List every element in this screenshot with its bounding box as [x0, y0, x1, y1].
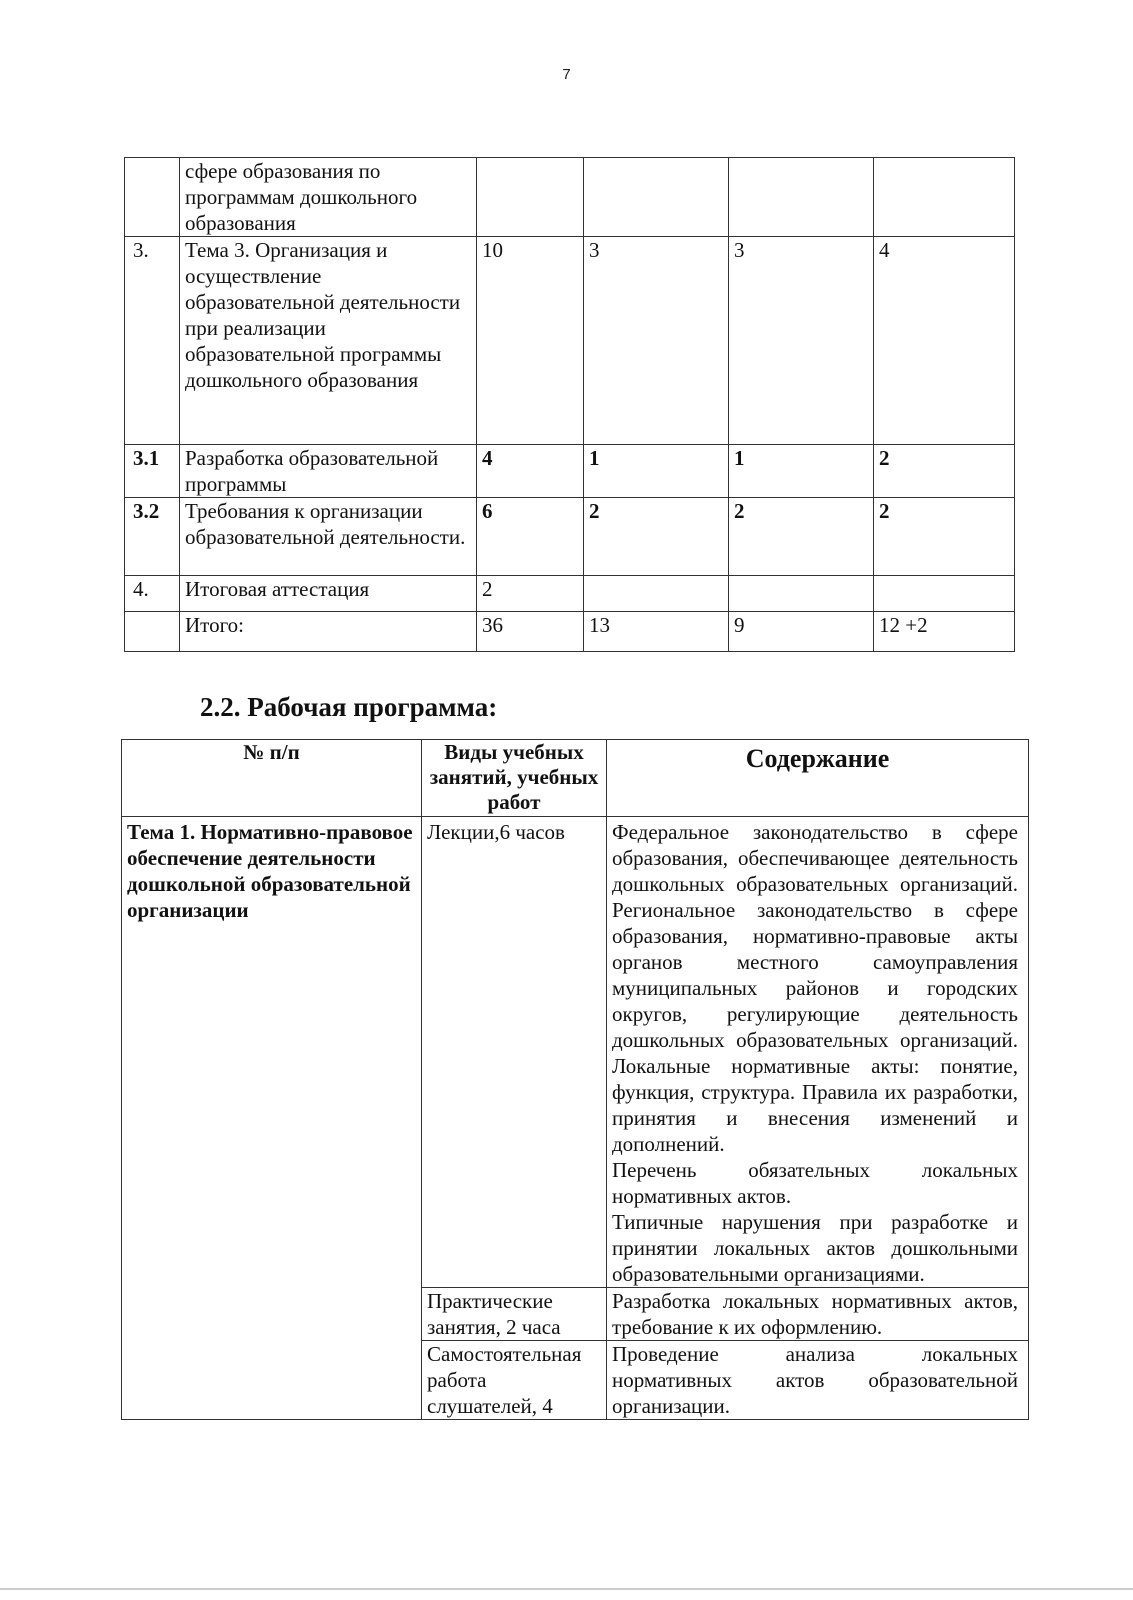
row-number: [125, 158, 180, 237]
row-name: Итого:: [180, 612, 477, 652]
activity-type: Самостоятельная работа слушателей, 4: [422, 1341, 607, 1420]
practice-hours: 3: [729, 237, 874, 445]
lecture-hours: 2: [584, 498, 729, 576]
total-hours: [477, 158, 584, 237]
scan-edge-line: [0, 1588, 1133, 1590]
row-number: 3.1: [125, 445, 180, 498]
lecture-hours: 3: [584, 237, 729, 445]
row-number: 4.: [125, 576, 180, 612]
row-name: сфере образования по программам дошкольного образования: [180, 158, 477, 237]
activity-content: [607, 1341, 1029, 1420]
column-header-activity-types: Виды учебных занятий, учебных работ: [422, 740, 607, 817]
row-name: Требования к организации образовательной деятельности.: [180, 498, 477, 576]
content-paragraph: Перечень обязательных локальных нормативных актов.: [612, 1158, 1018, 1208]
self-study-hours: 2: [874, 445, 1015, 498]
topic-title: Тема 1. Нормативно-правовое обеспечение деятельности дошкольной образовательной организации: [122, 817, 422, 1420]
total-hours: 4: [477, 445, 584, 498]
activity-content: [607, 817, 1029, 1288]
page-number: 7: [562, 66, 571, 83]
total-hours: 6: [477, 498, 584, 576]
table-row: [125, 158, 1015, 237]
activity-type: Практические занятия, 2 часа: [422, 1288, 607, 1341]
self-study-hours: [874, 158, 1015, 237]
content-paragraph: Разработка локальных нормативных актов, требование к их оформлению.: [612, 1289, 1018, 1339]
content-paragraph: Федеральное законодательство в сфере образования, обеспечивающее деятельность дошкольных образовательных организаций. Региональное законодательство в сфере образования, нормативно-правовые акты органов местного самоуправления муниципальных районов и городских округов, регулирующие деятельность дошкольных образовательных организаций. Локальные нормативные акты: понятие, функция, структура. Правила их разработки, принятия и внесения изменений и дополнений.: [612, 820, 1018, 1156]
section-title: 2.2. Рабочая программа:: [200, 692, 498, 722]
table-row: [125, 498, 1015, 576]
activity-type: Лекции,6 часов: [422, 817, 607, 1288]
practice-hours: 9: [729, 612, 874, 652]
content-paragraph: Типичные нарушения при разработке и принятии локальных актов дошкольными образовательными организациями.: [612, 1210, 1018, 1286]
total-hours: 36: [477, 612, 584, 652]
total-hours: 10: [477, 237, 584, 445]
content-paragraph: Проведение анализа локальных нормативных актов образовательной организации.: [612, 1342, 1018, 1418]
practice-hours: [729, 158, 874, 237]
table-row: [122, 817, 1029, 1288]
lecture-hours: [584, 576, 729, 612]
lecture-hours: 13: [584, 612, 729, 652]
table-row: [125, 576, 1015, 612]
row-number: 3.: [125, 237, 180, 445]
table-row: [125, 237, 1015, 445]
practice-hours: 1: [729, 445, 874, 498]
column-header-content: Содержание: [607, 740, 1029, 817]
total-row: [125, 612, 1015, 652]
total-hours: 2: [477, 576, 584, 612]
lecture-hours: 1: [584, 445, 729, 498]
lecture-hours: [584, 158, 729, 237]
work-program-table: [121, 739, 1029, 1420]
self-study-hours: 2: [874, 498, 1015, 576]
self-study-hours: 4: [874, 237, 1015, 445]
self-study-hours: [874, 576, 1015, 612]
row-name: Разработка образовательной программы: [180, 445, 477, 498]
row-number: 3.2: [125, 498, 180, 576]
self-study-hours: 12 +2: [874, 612, 1015, 652]
curriculum-plan-table: [124, 157, 1015, 652]
practice-hours: 2: [729, 498, 874, 576]
practice-hours: [729, 576, 874, 612]
row-name: Тема 3. Организация и осуществление образовательной деятельности при реализации образовательной программы дошкольного образования: [180, 237, 477, 445]
row-name: Итоговая аттестация: [180, 576, 477, 612]
row-number: [125, 612, 180, 652]
activity-content: [607, 1288, 1029, 1341]
column-header-number: № п/п: [122, 740, 422, 817]
table-row: [125, 445, 1015, 498]
header-row: [122, 740, 1029, 817]
